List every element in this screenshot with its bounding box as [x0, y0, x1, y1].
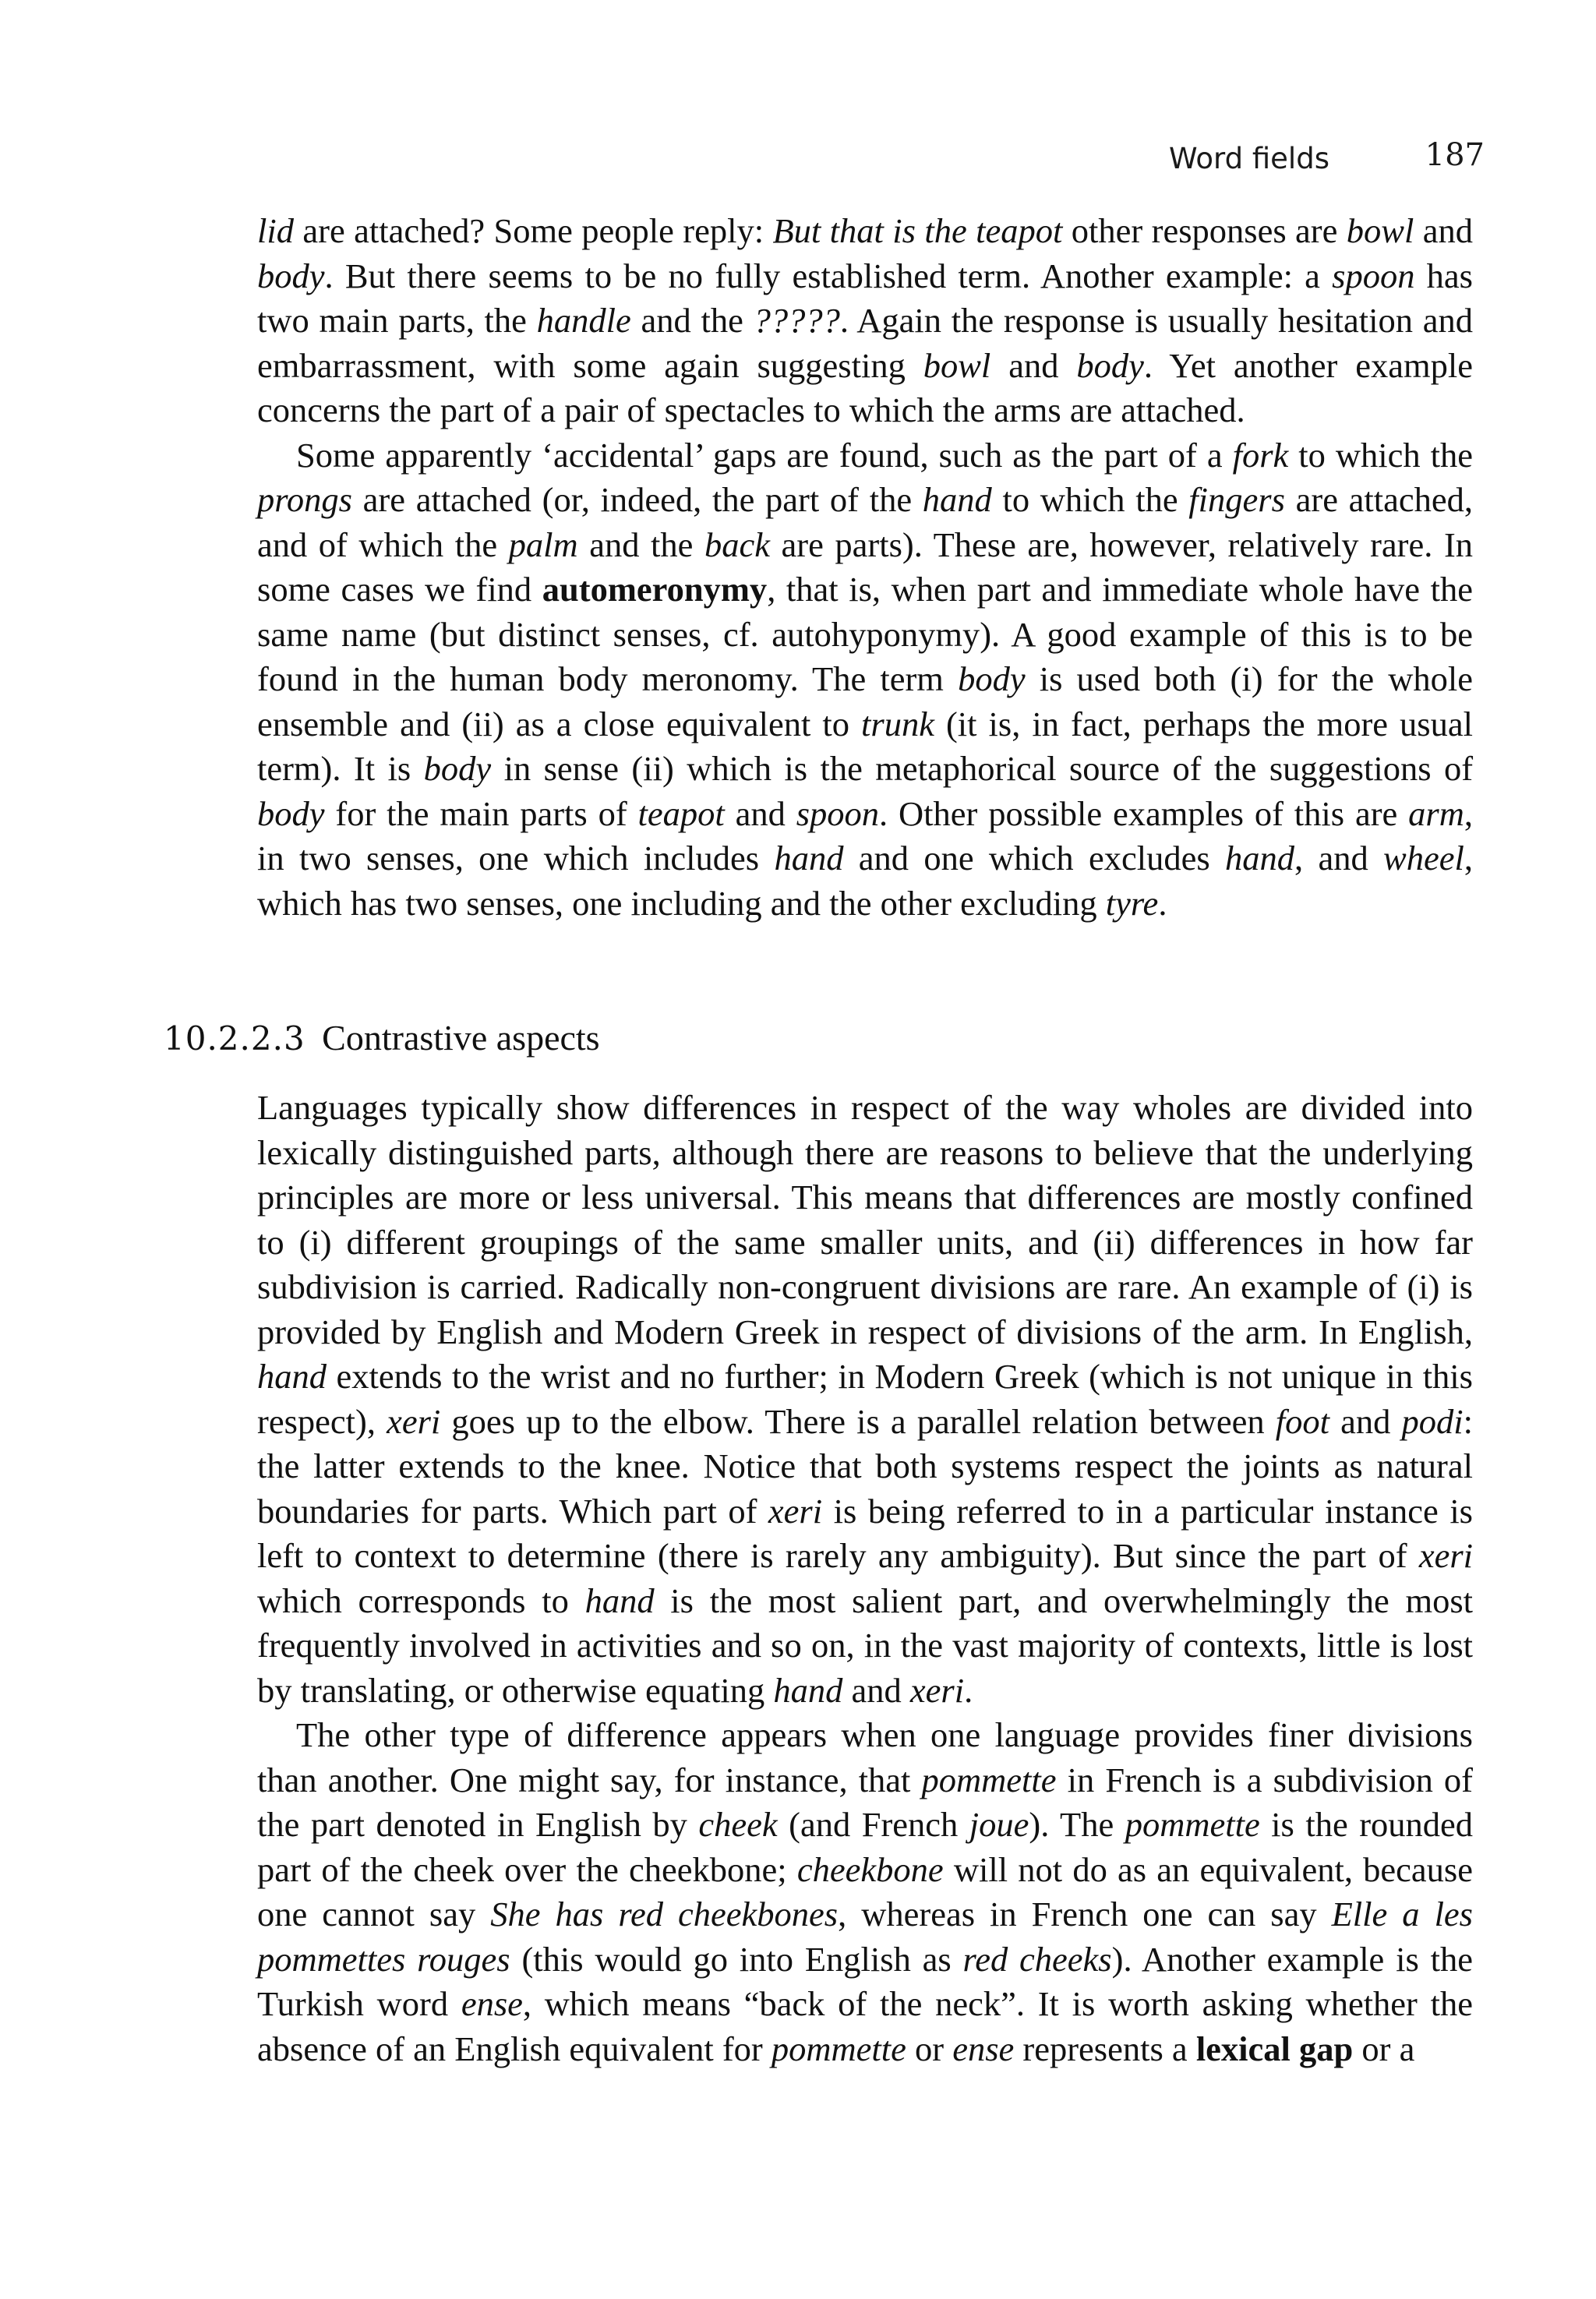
italic-term: wheel: [1383, 839, 1464, 878]
italic-term: bowl: [923, 345, 991, 385]
italic-term: pommette: [921, 1760, 1057, 1799]
bold-term: automeronymy: [542, 570, 768, 609]
bold-term: lexical gap: [1195, 2029, 1354, 2068]
italic-term: prongs: [257, 480, 352, 519]
body-text-top: [257, 209, 1473, 926]
italic-term: fork: [1232, 435, 1289, 475]
italic-term: pommette: [771, 2029, 906, 2068]
running-title: Word fields: [1169, 142, 1329, 175]
italic-term: cheekbone: [796, 1849, 944, 1889]
italic-term: hand: [584, 1580, 655, 1620]
italic-term: cheek: [698, 1805, 778, 1844]
page-number: 187: [1425, 137, 1485, 173]
italic-term: spoon: [796, 793, 880, 833]
italic-term: body: [1076, 345, 1144, 385]
italic-term: xeri: [768, 1491, 823, 1531]
italic-term: xeri: [1418, 1536, 1473, 1575]
page-header: [1169, 131, 1485, 178]
italic-term: palm: [508, 524, 578, 564]
italic-term: body: [958, 659, 1026, 698]
section-number: 10.2.2.3: [164, 1019, 305, 1058]
italic-term: body: [257, 256, 325, 295]
italic-term: back: [704, 524, 770, 564]
italic-term: ense: [461, 1984, 523, 2023]
italic-term: pommette: [1125, 1805, 1260, 1844]
italic-term: body: [423, 749, 492, 788]
italic-term: lid: [257, 211, 294, 250]
italic-term: xeri: [909, 1670, 965, 1710]
italic-term: Elle a les pommettes rouges: [257, 1895, 1473, 1979]
paragraph: Some apparently ‘accidental’ gaps are found, such as the part of a fork to which the prongs are attached (or, indeed, the part of the hand to which the fingers are attached, and of which the palm and the back are parts). These are, however, relatively rare. In some cases we find automeronymy, that is, when part and immediate whole have the same name (but distinct senses, cf. autohyponymy). A good example of this is to be found in the human body meronomy. The term body is used both (i) for the whole ensemble and (ii) as a close equivalent to trunk (it is, in fact, perhaps the more usual term). It is body in sense (ii) which is the metaphorical source of the suggestions of body for the main parts of teapot and spoon. Other possible examples of this are arm, in two senses, one which includes hand and one which excludes hand, and wheel, which has two senses, one including and the other excluding tyre.: [257, 435, 1474, 923]
italic-term: xeri: [387, 1401, 441, 1441]
italic-term: ?????: [753, 301, 840, 340]
paragraph: Languages typically show differences in respect of the way wholes are divided into lexically distinguished parts, although there are reasons to believe that the underlying principles are more or less universal. This means that differences are mostly confined to (i) different groupings of the same smaller units, and (ii) differences in how far subdivision is carried. Radically non-congruent divisions are rare. An example of (i) is provided by English and Modern Greek in respect of divisions of the arm. In English, hand extends to the wrist and no further; in Modern Greek (which is not unique in this respect), xeri goes up to the elbow. There is a parallel relation between foot and podi: the latter extends to the knee. Notice that both systems respect the joints as natural boundaries for parts. Which part of xeri is being referred to in a particular instance is left to context to determine (there is rarely any ambiguity). But since the part of xeri which corresponds to hand is the most salient part, and overwhelmingly the most frequently involved in activities and so on, in the vast majority of contexts, little is lost by translating, or otherwise equating hand and xeri.: [257, 1088, 1473, 1710]
italic-term: foot: [1275, 1401, 1329, 1441]
italic-term: arm: [1408, 793, 1464, 833]
italic-term: tyre: [1105, 883, 1159, 923]
italic-term: But that is the teapot: [772, 211, 1063, 250]
italic-term: teapot: [637, 793, 725, 833]
italic-term: red cheeks: [962, 1939, 1112, 1979]
section-heading: [164, 1017, 1488, 1072]
body-text-section: [257, 1086, 1473, 2071]
italic-term: fingers: [1188, 480, 1285, 519]
italic-term: hand: [774, 839, 844, 878]
italic-term: hand: [257, 1357, 327, 1396]
italic-term: bowl: [1346, 211, 1414, 250]
italic-term: trunk: [861, 704, 934, 743]
italic-term: podi: [1401, 1401, 1464, 1441]
italic-term: hand: [922, 480, 992, 519]
section-title: Contrastive aspects: [322, 1018, 600, 1058]
italic-term: ense: [952, 2029, 1015, 2068]
paragraph: The other type of difference appears when one language provides finer divisions than another. One might say, for instance, that pommette in French is a subdivision of the part denoted in English by cheek (and French joue). The pommette is the rounded part of the cheek over the cheekbone; cheekbone will not do as an equivalent, because one cannot say She has red cheekbones, whereas in French one can say Elle a les pommettes rouges (this would go into English as red cheeks). Another example is the Turkish word ense, which means “back of the neck”. It is worth asking whether the absence of an English equivalent for pommette or ense represents a lexical gap or a: [257, 1715, 1474, 2068]
italic-term: hand: [1225, 839, 1295, 878]
italic-term: handle: [536, 301, 631, 340]
italic-term: She has red cheekbones: [490, 1895, 839, 1933]
italic-term: body: [257, 793, 325, 833]
paragraph: lid are attached? Some people reply: But that is the teapot other responses are bowl and body. But there seems to be no fully established term. Another example: a spoon has two main parts, the handle and the ?????. Again the response is usually hesitation and embarrassment, with some again suggesting bowl and body. Yet another example concerns the part of a pair of spectacles to which the arms are attached.: [257, 211, 1473, 429]
italic-term: joue: [969, 1805, 1029, 1844]
italic-term: spoon: [1332, 256, 1415, 295]
italic-term: hand: [773, 1670, 843, 1710]
